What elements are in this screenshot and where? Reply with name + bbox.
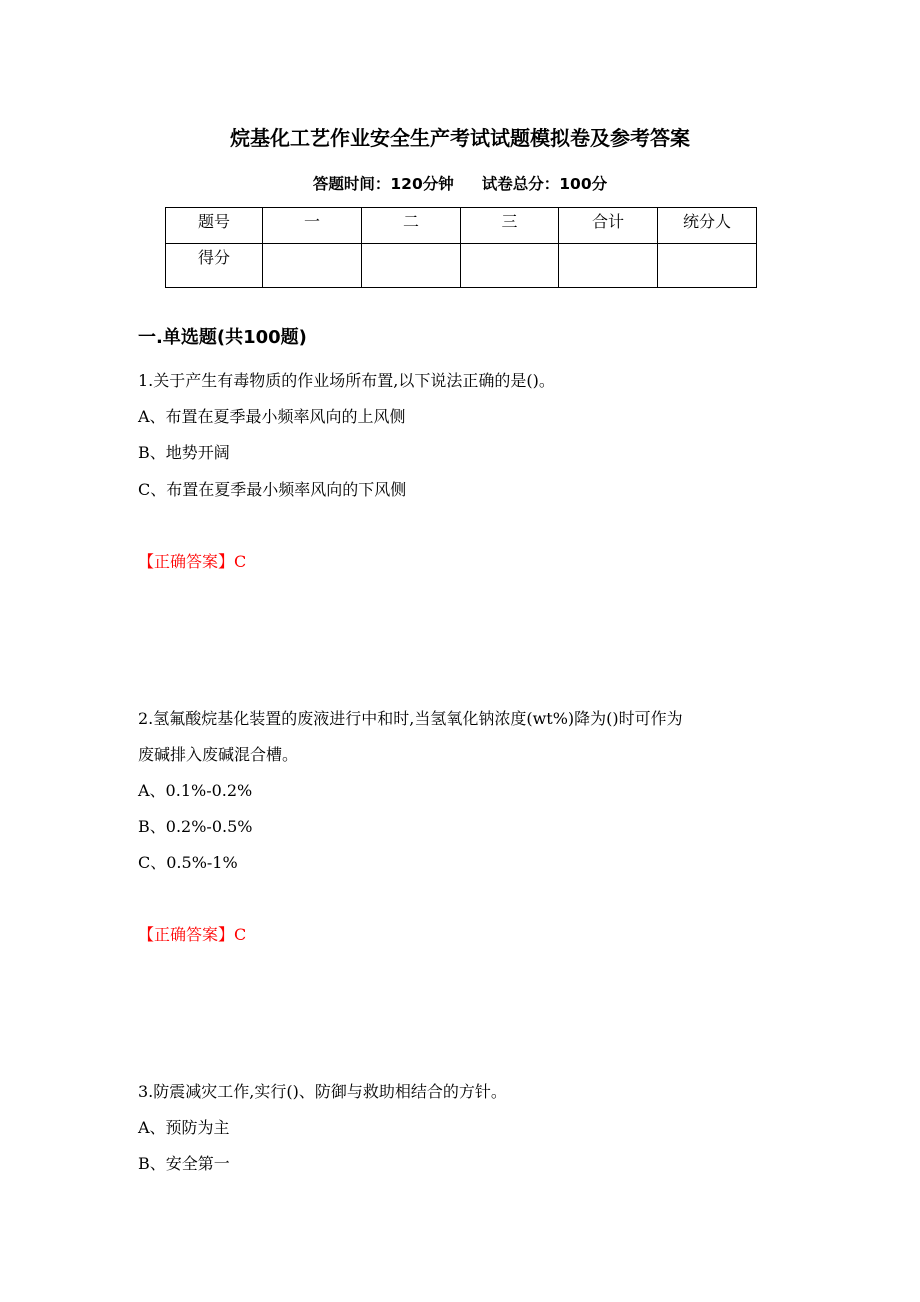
score-cell — [263, 244, 362, 288]
score-row-label: 得分 — [166, 244, 263, 288]
correct-answer — [138, 922, 246, 945]
question-option: A、预防为主 — [138, 1118, 230, 1137]
question-stem: 1.关于产生有毒物质的作业场所布置,以下说法正确的是()。 — [138, 371, 555, 390]
section-title: 一.单选题(共100题) — [138, 327, 307, 348]
correct-answer — [138, 549, 246, 572]
question-stem: 3.防震减灾工作,实行()、防御与救助相结合的方针。 — [138, 1082, 507, 1101]
score-cell — [658, 244, 757, 288]
exam-total-score: 试卷总分：100分 — [481, 175, 608, 193]
question-option: B、安全第一 — [138, 1154, 230, 1173]
score-cell — [559, 244, 658, 288]
score-header-cell: 合计 — [559, 208, 658, 244]
score-table-header-row — [166, 208, 757, 244]
exam-time: 答题时间：120分钟 — [312, 175, 454, 193]
page-title: 烷基化工艺作业安全生产考试试题模拟卷及参考答案 — [230, 126, 690, 150]
score-cell — [461, 244, 559, 288]
correct-answer-label: 【正确答案】 — [138, 925, 235, 944]
question-option: C、布置在夏季最小频率风向的下风侧 — [138, 480, 407, 499]
correct-answer-value: C — [234, 925, 247, 944]
question-stem-continuation: 废碱排入废碱混合槽。 — [138, 745, 299, 764]
score-header-cell: 三 — [461, 208, 559, 244]
score-table — [165, 207, 757, 288]
question-option: A、0.1%-0.2% — [138, 781, 253, 800]
score-header-cell: 统分人 — [658, 208, 757, 244]
score-header-cell: 二 — [362, 208, 461, 244]
correct-answer-value: C — [234, 552, 247, 571]
question-option: B、地势开阔 — [138, 443, 230, 462]
score-header-cell: 题号 — [166, 208, 263, 244]
question-stem: 2.氢氟酸烷基化装置的废液进行中和时,当氢氧化钠浓度(wt%)降为()时可作为 — [138, 709, 683, 728]
exam-meta — [0, 172, 920, 194]
question-option: C、0.5%-1% — [138, 853, 238, 872]
score-cell — [362, 244, 461, 288]
score-header-cell: 一 — [263, 208, 362, 244]
correct-answer-label: 【正确答案】 — [138, 552, 235, 571]
question-option: B、0.2%-0.5% — [138, 817, 253, 836]
question-option: A、布置在夏季最小频率风向的上风侧 — [138, 407, 406, 426]
score-table-score-row — [166, 244, 757, 288]
